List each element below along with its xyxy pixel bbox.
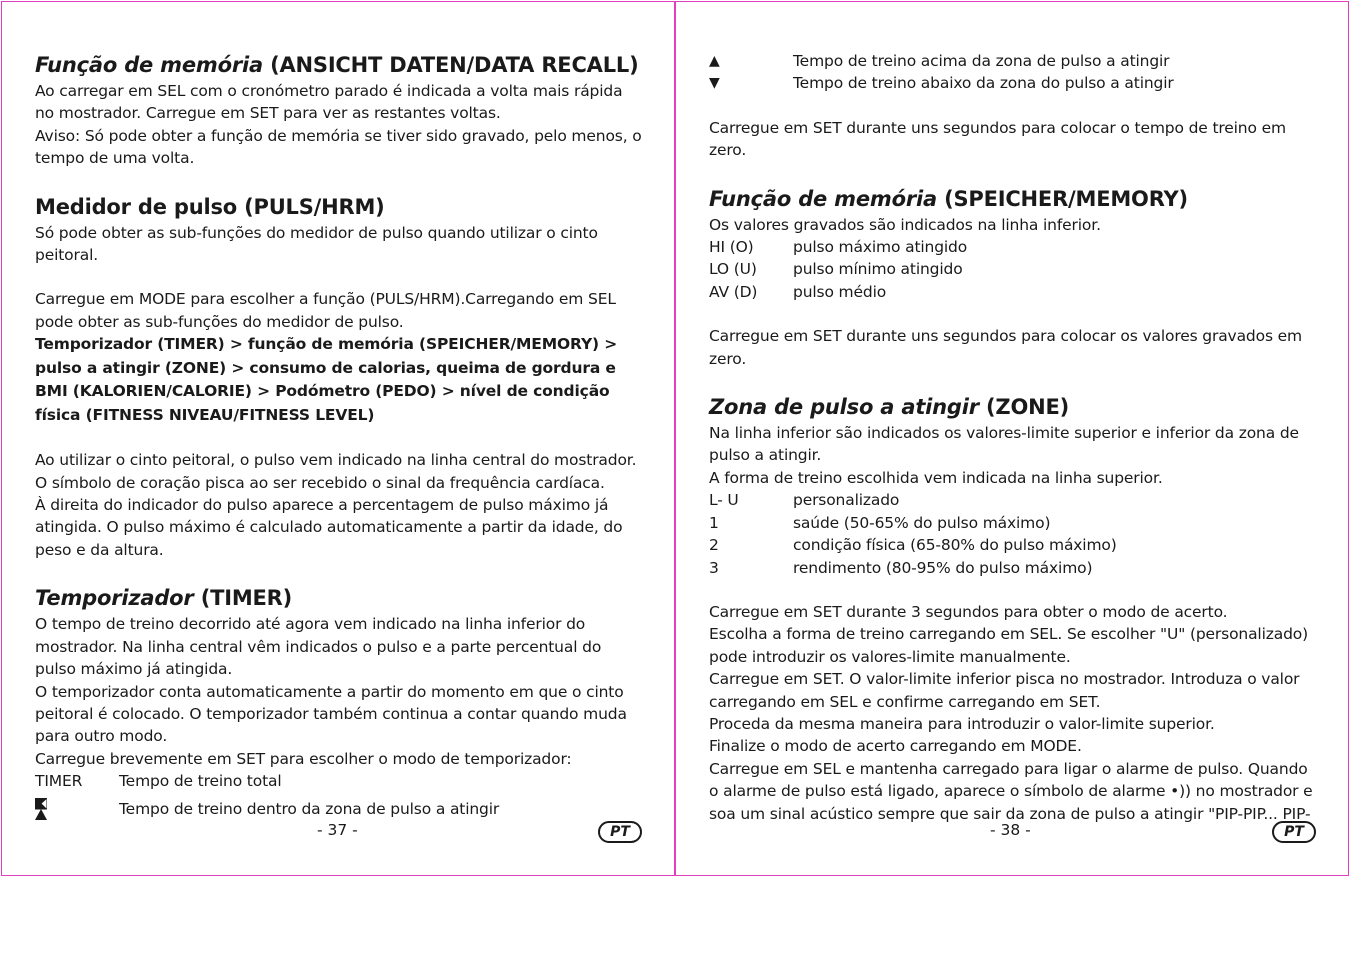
paragraph: Aviso: Só pode obter a função de memória se tiver sido gravado, pelo menos, o tempo de uma volta. xyxy=(35,126,642,168)
page-right-content xyxy=(709,50,1321,825)
triangle-up-icon: ▲ xyxy=(709,53,720,69)
hourglass-icon-svg xyxy=(35,798,47,820)
definition-row xyxy=(709,512,1321,534)
section-title-italic: Temporizador xyxy=(35,586,194,611)
section-title-zone xyxy=(709,392,1321,422)
page-left-content xyxy=(35,50,645,826)
definition-key: AV (D) xyxy=(709,282,758,301)
definition-row xyxy=(709,281,1321,303)
paragraph: Ao utilizar o cinto peitoral, o pulso vem indicado na linha central do mostrador. O símbolo de coração pisca ao ser recebido o sinal da frequência cardíaca. xyxy=(35,451,637,492)
language-badge: PT xyxy=(598,821,642,843)
definition-key: 1 xyxy=(709,513,719,532)
definition-key: HI (O) xyxy=(709,238,754,257)
definition-value: personalizado xyxy=(793,491,900,510)
definition-row xyxy=(709,489,1321,511)
paragraph: Carregue em MODE para escolher a função (PULS/HRM).Carregando em SEL pode obter as sub-funções do medidor de pulso. xyxy=(35,290,616,331)
definition-value: rendimento (80-95% do pulso máximo) xyxy=(793,558,1093,577)
page-number: - 37 - xyxy=(317,821,358,839)
section-title-rest: (ZONE) xyxy=(978,395,1070,420)
definition-row xyxy=(709,258,1321,280)
definition-value: Tempo de treino acima da zona de pulso a atingir xyxy=(793,52,1170,70)
paragraph: Ao carregar em SEL com o cronómetro parado é indicada a volta mais rápida no mostrador. Carregue em SET para ver as restantes voltas. xyxy=(35,82,623,123)
paragraph: Carregue em SET durante uns segundos para colocar o tempo de treino em zero. xyxy=(709,118,1286,160)
definition-row xyxy=(709,72,1321,94)
definition-key: L- U xyxy=(709,491,739,510)
definition-row xyxy=(35,770,645,792)
paragraph: O temporizador conta automaticamente a partir do momento em que o cinto peitoral é colocado. O temporizador também continua a contar quando muda para outro modo. xyxy=(35,682,627,746)
page-right xyxy=(674,1,1349,876)
definition-row xyxy=(709,557,1321,579)
definition-value: Tempo de treino total xyxy=(119,772,282,791)
definition-value: pulso máximo atingido xyxy=(793,238,968,257)
section-title-rest: (SPEICHER/MEMORY) xyxy=(936,186,1188,211)
paragraph: Carregue em SET durante 3 segundos para obter o modo de acerto. xyxy=(709,602,1228,621)
definition-key: 2 xyxy=(709,536,719,555)
definition-key: LO (U) xyxy=(709,260,757,279)
paragraph: Carregue em SEL e mantenha carregado para ligar o alarme de pulso. Quando o alarme de pulso está ligado, aparece o símbolo de alarme •)) no mostrador e soa um sinal acústico sempre que sair da zona de pulso a atingir "PIP-PIP... PIP- xyxy=(709,759,1313,823)
section-title-rest: (ANSICHT DATEN/DATA RECALL) xyxy=(262,53,639,77)
definition-row xyxy=(709,534,1321,556)
paragraph: O tempo de treino decorrido até agora vem indicado na linha inferior do mostrador. Na linha central vêm indicados o pulso e a parte percentual do pulso máximo já atingida. xyxy=(35,615,602,679)
section-title-italic: Função de memória xyxy=(709,186,937,211)
definition-value: saúde (50-65% do pulso máximo) xyxy=(793,513,1051,532)
page-left xyxy=(1,1,676,876)
section-title-italic: Zona de pulso a atingir xyxy=(709,395,979,420)
paragraph: Finalize o modo de acerto carregando em MODE. xyxy=(709,737,1082,756)
definition-key: TIMER xyxy=(35,772,83,791)
definition-value: pulso médio xyxy=(793,282,887,301)
section-title-memory xyxy=(709,184,1321,214)
paragraph: À direita do indicador do pulso aparece a percentagem de pulso máximo já atingida. O pulso máximo é calculado automaticamente a partir da idade, do peso e da altura. xyxy=(35,496,623,559)
paragraph: Carregue em SET durante uns segundos para colocar os valores gravados em zero. xyxy=(709,327,1302,368)
definition-value: condição física (65-80% do pulso máximo) xyxy=(793,536,1117,555)
bold-paragraph: Temporizador (TIMER) > função de memória (SPEICHER/MEMORY) > pulso a atingir (ZONE) > consumo de calorias, queima de gordura e BMI (KALORIEN/CALORIE) > Podómetro (PEDO) > nível de condição física (FITNESS NIVEAU/FITNESS LEVEL) xyxy=(35,335,618,424)
section-title-timer xyxy=(35,583,645,613)
definition-row xyxy=(709,236,1321,258)
definition-value: pulso mínimo atingido xyxy=(793,260,963,279)
paragraph: Carregue em SET. O valor-limite inferior pisca no mostrador. Introduza o valor carregando em SEL e confirme carregando em SET. xyxy=(709,670,1300,711)
section-title-rest: (TIMER) xyxy=(193,586,293,611)
section-title-hrm: Medidor de pulso (PULS/HRM) xyxy=(35,194,385,219)
page-number: - 38 - xyxy=(990,821,1031,839)
paragraph: A forma de treino escolhida vem indicada na linha superior. xyxy=(709,468,1163,487)
definition-row xyxy=(709,50,1321,72)
definition-value: Tempo de treino dentro da zona de pulso a atingir xyxy=(119,799,500,818)
paragraph: Carregue brevemente em SET para escolher o modo de temporizador: xyxy=(35,749,572,768)
paragraph: Na linha inferior são indicados os valores-limite superior e inferior da zona de pulso a atingir. xyxy=(709,424,1299,465)
triangle-down-icon: ▼ xyxy=(709,75,720,92)
language-badge: PT xyxy=(1272,821,1316,843)
hourglass-icon xyxy=(35,798,119,826)
section-title-data-recall xyxy=(35,50,645,80)
definition-value: Tempo de treino abaixo da zona do pulso a atingir xyxy=(793,74,1174,93)
paragraph: Só pode obter as sub-funções do medidor de pulso quando utilizar o cinto peitoral. xyxy=(35,223,598,265)
paragraph: Escolha a forma de treino carregando em SEL. Se escolher "U" (personalizado) pode introduzir os valores-limite manualmente. xyxy=(709,625,1308,666)
paragraph: Os valores gravados são indicados na linha inferior. xyxy=(709,215,1101,234)
section-title-italic: Função de memória xyxy=(35,53,263,77)
definition-key: 3 xyxy=(709,558,719,577)
paragraph: Proceda da mesma maneira para introduzir o valor-limite superior. xyxy=(709,714,1215,733)
